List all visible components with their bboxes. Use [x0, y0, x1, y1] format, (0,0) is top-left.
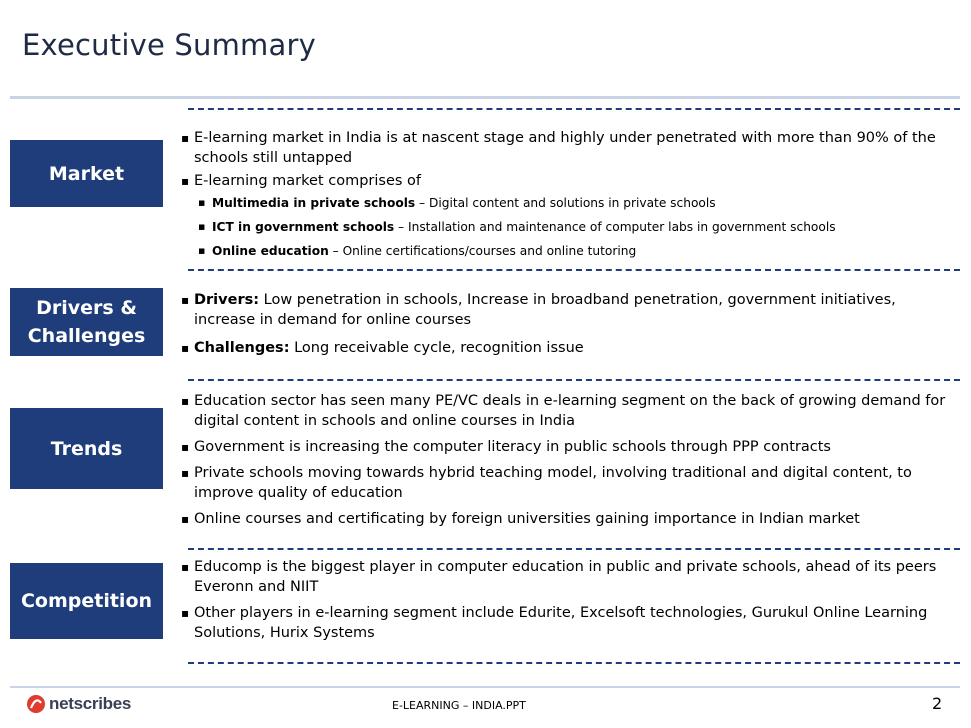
sub-bullet-bold: ICT in government schools	[212, 220, 395, 234]
bullet: ▪ Online courses and certificating by foreign universities gaining importance in Indian market	[180, 509, 960, 529]
bullet	[180, 290, 960, 330]
separator-dash	[188, 662, 960, 664]
section-label-drivers-challenges: Drivers & Challenges	[10, 288, 163, 356]
bullet: ▪ E-learning market in India is at nascent stage and highly under penetrated with more than 90% of the schools still untapped	[180, 128, 960, 168]
footer-rule	[10, 686, 960, 688]
logo-text: netscribes	[49, 694, 132, 713]
sub-bullet	[180, 215, 960, 239]
netscribes-logo	[26, 694, 131, 714]
sub-bullet	[180, 191, 960, 215]
bullet-bold: Challenges:	[194, 340, 290, 356]
sub-bullet-bold: Online education	[212, 244, 329, 258]
bullet: ▪ Other players in e-learning segment include Edurite, Excelsoft technologies, Gurukul Online Learning Solutions, Hurix Systems	[180, 603, 960, 643]
page-number: 2	[932, 694, 943, 713]
separator-dash	[188, 379, 960, 381]
section-competition	[180, 557, 960, 643]
section-label-competition: Competition	[10, 563, 163, 639]
bullet: ▪ Educomp is the biggest player in computer education in public and private schools, ahead of its peers Everonn and NIIT	[180, 557, 960, 597]
bullet-text: Long receivable cycle, recognition issue	[289, 340, 584, 356]
bullet: ▪ Government is increasing the computer literacy in public schools through PPP contracts	[180, 437, 960, 457]
slide-title: Executive Summary	[22, 28, 316, 62]
section-drivers-challenges	[180, 290, 960, 358]
bullet: ▪ Education sector has seen many PE/VC deals in e-learning segment on the back of growing demand for digital content in schools and online courses in India	[180, 391, 960, 431]
section-market	[180, 128, 960, 263]
bullet: ▪ E-learning market comprises of	[180, 171, 960, 191]
sub-bullet-text: – Installation and maintenance of computer labs in government schools	[394, 220, 836, 234]
separator-dash	[188, 269, 960, 271]
separator-dash	[188, 108, 960, 110]
bullet-text: Low penetration in schools, Increase in broadband penetration, government initiatives, increase in demand for online courses	[194, 292, 896, 328]
section-trends	[180, 391, 960, 529]
sub-bullet-text: – Online certifications/courses and online tutoring	[328, 244, 637, 258]
netscribes-logo-icon	[26, 694, 46, 714]
separator-dash	[188, 548, 960, 550]
section-label-trends: Trends	[10, 408, 163, 489]
footer-text: E-LEARNING – INDIA.PPT	[392, 699, 526, 712]
bullet: ▪ Private schools moving towards hybrid teaching model, involving traditional and digital content, to improve quality of education	[180, 463, 960, 503]
section-label-market: Market	[10, 140, 163, 207]
title-underline	[10, 96, 960, 99]
bullet	[180, 338, 960, 358]
bullet-bold: Drivers:	[194, 292, 260, 308]
sub-bullet	[180, 239, 960, 263]
sub-bullet-text: – Digital content and solutions in private schools	[415, 196, 716, 210]
sub-bullet-bold: Multimedia in private schools	[212, 196, 416, 210]
